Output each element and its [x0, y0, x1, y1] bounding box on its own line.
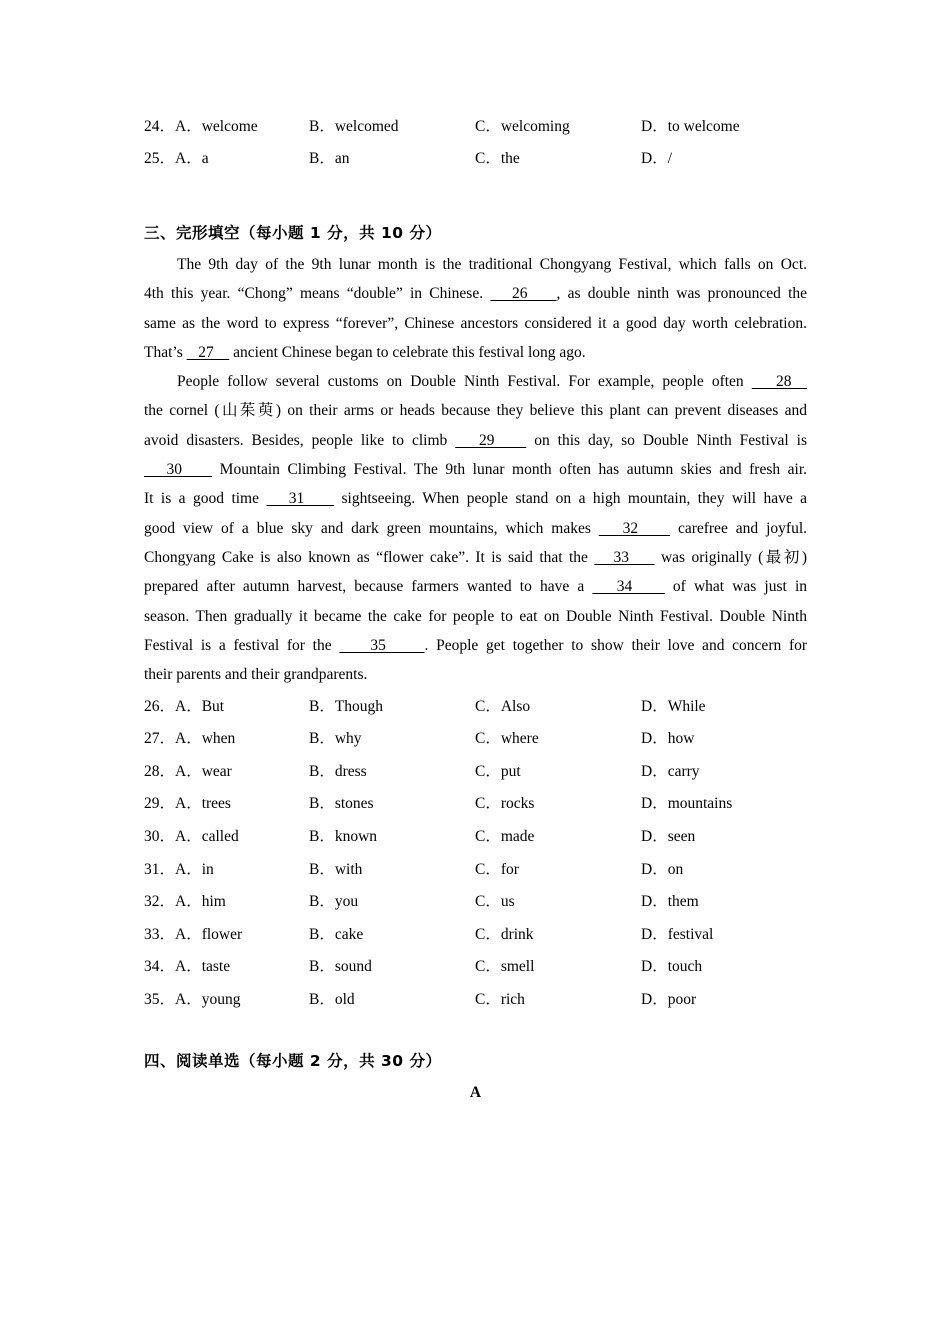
- option-b: B．an: [309, 150, 350, 167]
- passage-line: the cornel (山茱萸) on their arms or heads because they believe this plant can prevent diseases and: [144, 402, 807, 420]
- blank-28[interactable]: 28: [751, 373, 807, 391]
- question-26: [144, 694, 807, 720]
- question-number-and-option-a: 34．A．taste: [144, 958, 231, 975]
- option-c: C．the: [475, 150, 520, 167]
- question-number-and-option-a: 27．A．when: [144, 730, 236, 747]
- question-number-and-option-a: 29．A．trees: [144, 795, 231, 812]
- section-4-heading: 四、阅读单选（每小题 2 分，共 30 分）: [144, 1052, 442, 1070]
- passage-line: Chongyang Cake is also known as “flower cake”. It is said that the 33 was originally (最初): [144, 548, 808, 566]
- option-d: D．While: [641, 698, 706, 715]
- option-b: B．cake: [309, 926, 364, 943]
- option-c: C．drink: [475, 926, 534, 943]
- blank-26[interactable]: 26: [490, 285, 557, 303]
- option-b: B．stones: [309, 795, 374, 812]
- option-d: D．/: [641, 150, 673, 167]
- option-c: C．for: [475, 861, 519, 878]
- question-27: [144, 726, 807, 752]
- question-number-and-option-a: 30．A．called: [144, 828, 239, 845]
- passage-a-heading: A: [469, 1084, 482, 1101]
- question-31: [144, 857, 807, 883]
- question-number-and-option-a: 25．A．a: [144, 150, 209, 167]
- passage-line: People follow several customs on Double Ninth Festival. For example, people often 28: [177, 373, 807, 391]
- option-c: C．put: [475, 763, 521, 780]
- section-3-heading: 三、完形填空（每小题 1 分，共 10 分）: [144, 224, 442, 242]
- option-b: B．you: [309, 893, 359, 910]
- passage-line: The 9th day of the 9th lunar month is the traditional Chongyang Festival, which falls on Oct.: [177, 256, 807, 273]
- option-c: C．smell: [475, 958, 535, 975]
- question-number-and-option-a: 35．A．young: [144, 991, 241, 1008]
- option-c: C．made: [475, 828, 535, 845]
- option-b: B．known: [309, 828, 378, 845]
- question-number-and-option-a: 31．A．in: [144, 861, 214, 878]
- blank-32[interactable]: 32: [598, 519, 670, 537]
- passage-line: 4th this year. “Chong” means “double” in Chinese. 26 , as double ninth was pronounced the: [144, 285, 808, 303]
- option-c: C．rocks: [475, 795, 535, 812]
- passage-line: Festival is a festival for the 35 . People get together to show their love and concern for: [144, 636, 808, 654]
- option-b: B．welcomed: [309, 118, 399, 135]
- question-32: [144, 889, 807, 915]
- question-number-and-option-a: 33．A．flower: [144, 926, 243, 943]
- question-34: [144, 954, 807, 980]
- option-c: C．Also: [475, 698, 531, 715]
- option-c: C．where: [475, 730, 539, 747]
- cloze-passage: [144, 250, 807, 689]
- option-d: D．to welcome: [641, 118, 740, 135]
- passage-line: season. Then gradually it became the cake for people to eat on Double Ninth Festival. Double Ninth: [144, 607, 807, 625]
- passage-line: avoid disasters. Besides, people like to climb 29 on this day, so Double Ninth Festival is: [144, 431, 808, 449]
- blank-30[interactable]: 30: [144, 461, 213, 479]
- passage-line: prepared after autumn harvest, because farmers wanted to have a 34 of what was just in: [144, 578, 808, 596]
- option-d: D．carry: [641, 763, 700, 780]
- passage-line: That’s 27 ancient Chinese began to celebrate this festival long ago.: [144, 343, 586, 361]
- blank-29[interactable]: 29: [455, 431, 527, 449]
- option-c: C．us: [475, 893, 515, 910]
- question-30: [144, 824, 807, 850]
- option-d: D．on: [641, 861, 684, 878]
- blank-35[interactable]: 35: [339, 636, 425, 654]
- option-b: B．dress: [309, 763, 367, 780]
- option-b: B．sound: [309, 958, 372, 975]
- option-b: B．with: [309, 861, 363, 878]
- blank-34[interactable]: 34: [592, 578, 665, 596]
- question-number-and-option-a: 32．A．him: [144, 893, 226, 910]
- option-b: B．why: [309, 730, 362, 747]
- option-d: D．seen: [641, 828, 696, 845]
- option-b: B．old: [309, 991, 355, 1008]
- passage-line: 30 Mountain Climbing Festival. The 9th lunar month often has autumn skies and fresh air.: [144, 461, 808, 479]
- passage-line: good view of a blue sky and dark green mountains, which makes 32 carefree and joyful.: [144, 519, 808, 537]
- option-d: D．mountains: [641, 795, 733, 812]
- option-c: C．rich: [475, 991, 525, 1008]
- passage-line: same as the word to express “forever”, Chinese ancestors considered it a good day worth celebration.: [144, 314, 807, 332]
- blank-33[interactable]: 33: [594, 548, 655, 566]
- question-number-and-option-a: 24．A．welcome: [144, 118, 258, 135]
- question-33: [144, 922, 807, 948]
- question-29: [144, 791, 807, 817]
- passage-line: their parents and their grandparents.: [144, 666, 368, 684]
- option-d: D．touch: [641, 958, 703, 975]
- option-b: B．Though: [309, 698, 384, 715]
- passage-line: It is a good time 31 sightseeing. When people stand on a high mountain, they will have a: [144, 490, 808, 508]
- option-d: D．them: [641, 893, 699, 910]
- question-number-and-option-a: 28．A．wear: [144, 763, 232, 780]
- option-d: D．how: [641, 730, 695, 747]
- question-28: [144, 759, 807, 785]
- blank-31[interactable]: 31: [266, 490, 335, 508]
- option-d: D．festival: [641, 926, 714, 943]
- question-24: [144, 114, 807, 140]
- blank-27[interactable]: 27: [186, 343, 230, 361]
- question-number-and-option-a: 26．A．But: [144, 698, 225, 715]
- option-c: C．welcoming: [475, 118, 570, 135]
- option-d: D．poor: [641, 991, 697, 1008]
- question-35: [144, 987, 807, 1013]
- question-25: [144, 146, 807, 172]
